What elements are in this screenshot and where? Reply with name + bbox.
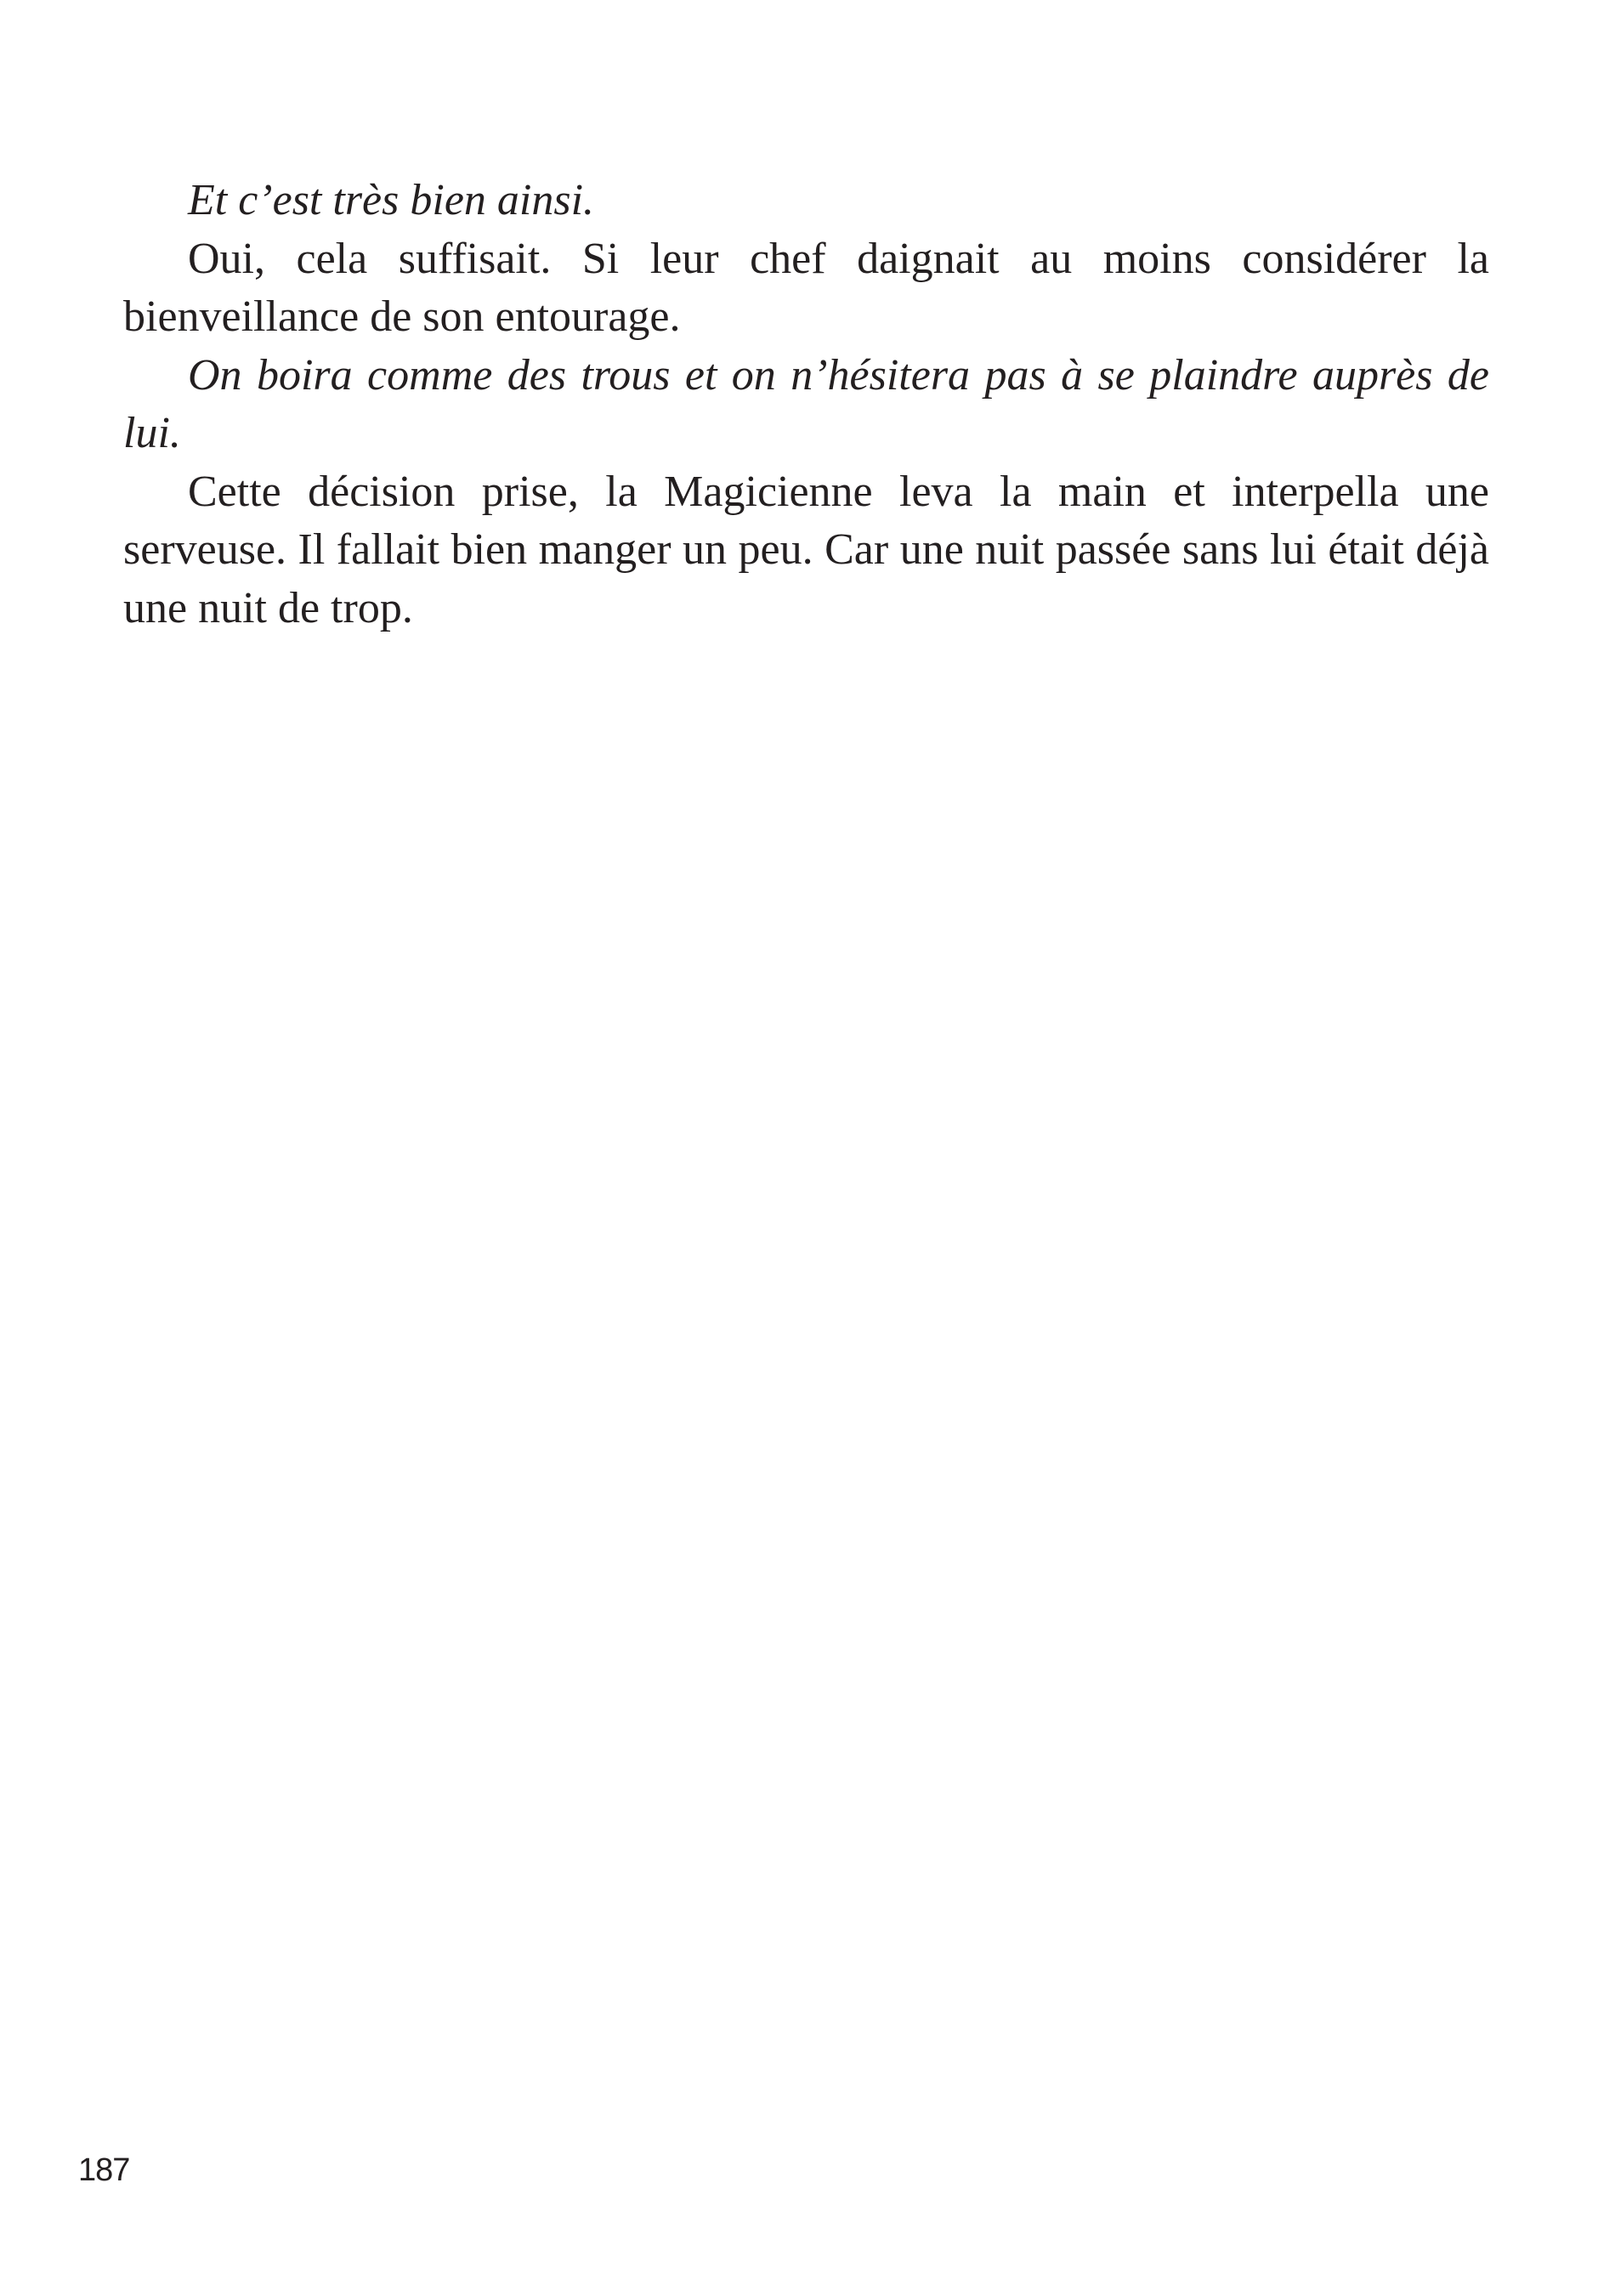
paragraph-4: Cette décision prise, la Magicienne leva la main et interpella une serveuse. Il fallait bien manger un peu. Car une nuit passée sans lui était déjà une nuit de trop. bbox=[123, 467, 1489, 632]
paragraph-1: Et c’est très bien ainsi. bbox=[188, 176, 595, 224]
paragraph-3: On boira comme des trous et on n’hésitera pas à se plaindre auprès de lui. bbox=[123, 350, 1489, 457]
page-number: 187 bbox=[78, 2152, 130, 2188]
paragraph-2: Oui, cela suffisait. Si leur chef daignait au moins considérer la bienveillance de son entourage. bbox=[123, 234, 1489, 341]
body-text bbox=[123, 172, 1489, 638]
